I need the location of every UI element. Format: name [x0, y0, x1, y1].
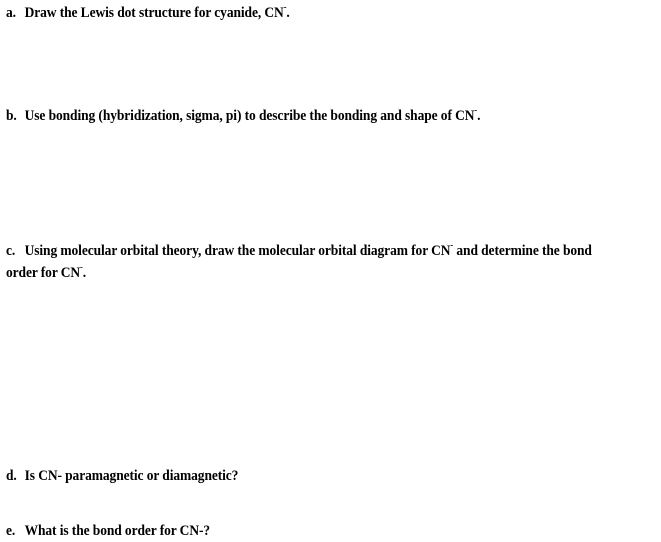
question-c-line2-text: order for CN	[6, 265, 81, 281]
question-a-charge: -	[283, 2, 287, 13]
question-c-letter: c.	[6, 243, 16, 259]
question-a-text: Draw the Lewis dot structure for cyanide, CN	[24, 5, 284, 21]
question-c-charge-2: -	[80, 262, 83, 273]
question-c-line-2	[6, 262, 592, 284]
question-d	[6, 465, 238, 487]
question-b	[6, 105, 480, 127]
question-a-end: .	[286, 5, 290, 21]
question-c-charge: -	[450, 240, 454, 251]
question-b-end: .	[477, 108, 481, 124]
question-e	[6, 520, 210, 542]
question-c-end: .	[82, 265, 87, 281]
question-a	[6, 2, 290, 24]
question-e-text: What is the bond order for CN-?	[24, 523, 211, 539]
question-b-text: Use bonding (hybridization, sigma, pi) to describe the bonding and shape of CN	[24, 108, 475, 124]
question-c-text-2: and determine the bond	[453, 243, 592, 259]
question-b-charge: -	[474, 105, 478, 116]
question-c	[6, 240, 592, 284]
question-b-letter: b.	[6, 108, 17, 124]
question-d-letter: d.	[6, 468, 17, 484]
question-e-letter: e.	[6, 523, 16, 539]
question-c-line-1	[6, 240, 592, 262]
question-a-letter: a.	[6, 5, 16, 21]
question-d-text: Is CN- paramagnetic or diamagnetic?	[24, 468, 239, 484]
question-c-text: Using molecular orbital theory, draw the molecular orbital diagram for CN	[24, 243, 451, 259]
